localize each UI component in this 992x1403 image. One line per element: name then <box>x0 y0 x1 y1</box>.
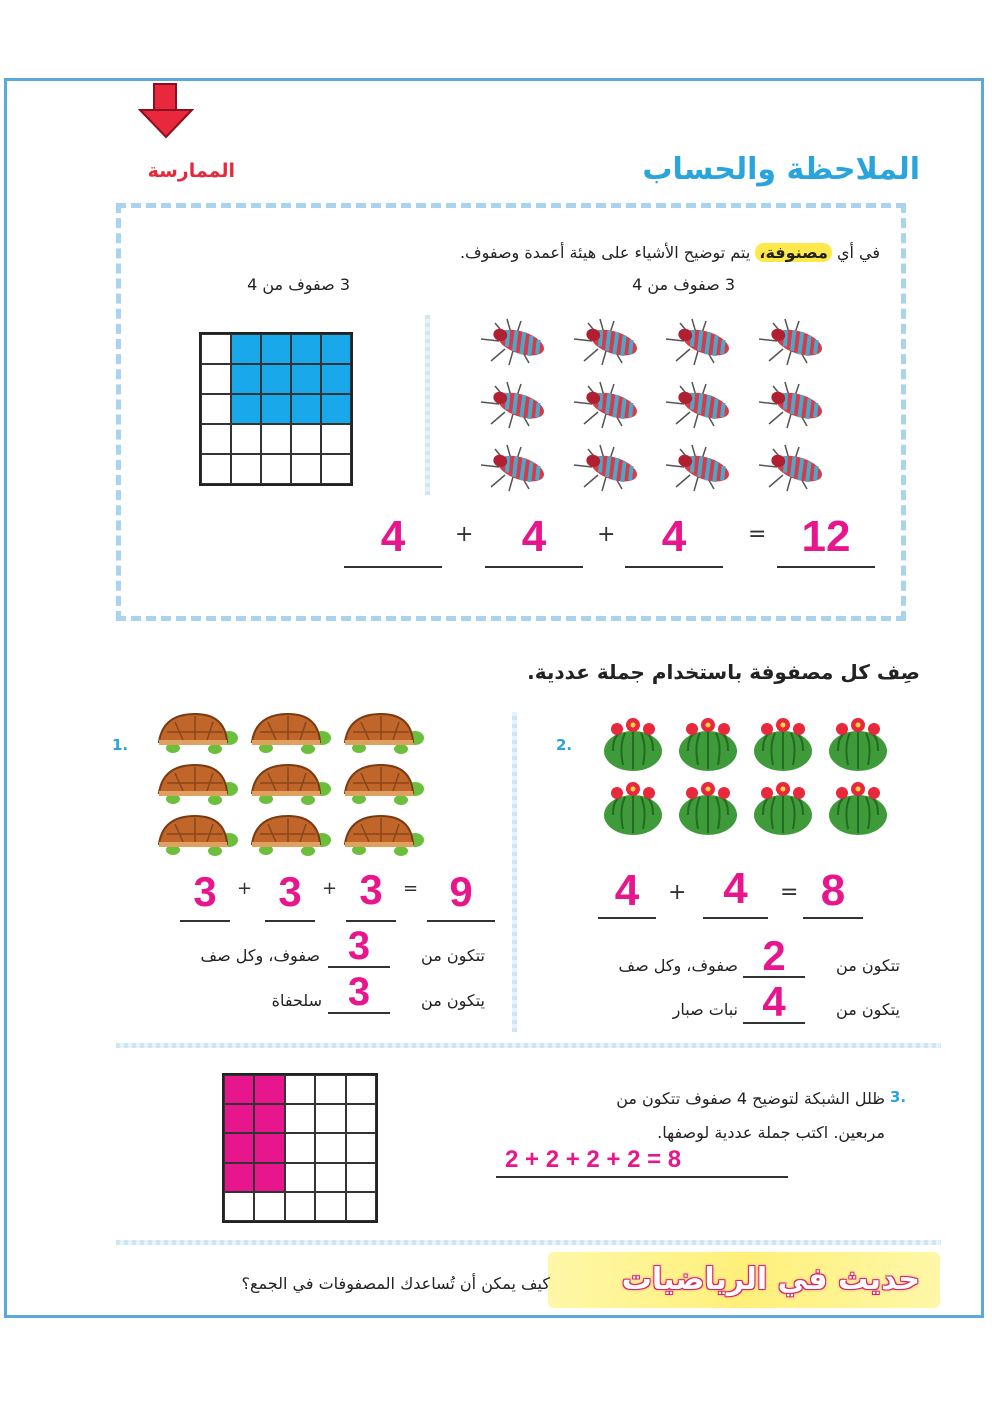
intro-eq-c: 4 <box>661 512 687 561</box>
grid-cell <box>321 334 351 364</box>
grid-cell[interactable] <box>285 1075 315 1104</box>
shade-grid[interactable] <box>222 1073 378 1223</box>
ex2-eq-b: 4 <box>723 864 748 913</box>
beetle-icon <box>561 437 654 500</box>
answer-line <box>346 920 396 922</box>
down-arrow-icon <box>138 82 194 140</box>
cactus-array <box>595 712 895 840</box>
ex3-answer: 2 + 2 + 2 + 2 = 8 <box>505 1146 682 1173</box>
ex1-line1-prefix: تتكون من <box>421 946 485 965</box>
grid-cell[interactable] <box>346 1133 376 1162</box>
grid-cell <box>321 424 351 454</box>
term-highlight: مصنوفة، <box>755 243 832 262</box>
grid-cell <box>231 424 261 454</box>
grid-cell[interactable] <box>224 1133 254 1162</box>
ex1-line1-answer: 3 <box>347 924 371 968</box>
grid-cell <box>261 364 291 394</box>
grid-cell[interactable] <box>315 1133 345 1162</box>
caption-grid: 3 صفوف من 4 <box>247 275 350 294</box>
grid-cell[interactable] <box>285 1192 315 1221</box>
grid-cell <box>201 364 231 394</box>
ex2-line2-answer: 4 <box>762 978 786 1025</box>
grid-cell <box>201 334 231 364</box>
instruction: صِف كل مصفوفة باستخدام جملة عددية. <box>527 660 920 684</box>
ex1-eq-result: 9 <box>449 868 473 915</box>
grid-cell[interactable] <box>224 1192 254 1221</box>
grid-cell <box>291 364 321 394</box>
grid-cell[interactable] <box>254 1104 284 1133</box>
ex1-eq-a: 3 <box>193 868 217 915</box>
grid-cell[interactable] <box>315 1075 345 1104</box>
turtle-array <box>150 707 430 859</box>
grid-cell[interactable] <box>346 1163 376 1192</box>
grid-cell[interactable] <box>285 1104 315 1133</box>
intro-grid <box>199 332 353 486</box>
grid-cell <box>201 454 231 484</box>
grid-cell[interactable] <box>315 1163 345 1192</box>
section-divider <box>116 1240 941 1245</box>
answer-line <box>180 920 230 922</box>
ex3-line1: ظلل الشبكة لتوضيح 4 صفوف تتكون من <box>616 1089 885 1108</box>
caption-bugs: 3 صفوف من 4 <box>632 275 735 294</box>
grid-cell <box>321 454 351 484</box>
ex2-line1-prefix: تتكون من <box>836 956 900 975</box>
beetle-icon <box>468 373 561 436</box>
ex1-eq-b: 3 <box>278 868 302 915</box>
cactus-icon <box>595 776 670 840</box>
grid-cell[interactable] <box>315 1104 345 1133</box>
answer-line <box>344 566 442 568</box>
turtle-icon <box>150 707 243 758</box>
grid-cell[interactable] <box>346 1104 376 1133</box>
cactus-icon <box>745 712 820 776</box>
turtle-icon <box>150 808 243 859</box>
ex3-line2: مربعين. اكتب جملة عددية لوصفها. <box>657 1123 885 1142</box>
grid-cell[interactable] <box>285 1163 315 1192</box>
grid-cell <box>291 454 321 484</box>
grid-cell <box>261 334 291 364</box>
answer-line <box>703 917 768 919</box>
grid-cell <box>201 394 231 424</box>
intro-text <box>380 243 880 262</box>
talk-question: كيف يمكن أن تُساعدك المصفوفات في الجمع؟ <box>241 1274 550 1293</box>
grid-cell[interactable] <box>254 1192 284 1221</box>
grid-cell[interactable] <box>346 1075 376 1104</box>
turtle-icon <box>337 707 430 758</box>
grid-cell <box>291 424 321 454</box>
column-divider <box>512 712 517 1032</box>
grid-cell <box>291 334 321 364</box>
answer-line <box>328 1012 390 1014</box>
answer-line <box>427 920 495 922</box>
divider <box>425 315 430 495</box>
equals-sign: = <box>748 522 767 547</box>
grid-cell[interactable] <box>224 1163 254 1192</box>
beetle-icon <box>561 373 654 436</box>
ex2-line1-suffix: صفوف، وكل صف <box>618 956 738 975</box>
grid-cell[interactable] <box>315 1192 345 1221</box>
ex1-line1-suffix: صفوف، وكل صف <box>200 946 320 965</box>
ex1-line2-answer: 3 <box>347 970 371 1014</box>
answer-line <box>777 566 875 568</box>
answer-line <box>328 966 390 968</box>
ex1-number: 1. <box>112 736 129 754</box>
turtle-icon <box>337 758 430 809</box>
beetle-icon <box>561 310 654 373</box>
answer-line <box>598 917 656 919</box>
beetle-icon <box>746 310 839 373</box>
grid-cell <box>261 424 291 454</box>
grid-cell <box>231 334 261 364</box>
grid-cell <box>231 394 261 424</box>
grid-cell[interactable] <box>254 1133 284 1162</box>
cactus-icon <box>820 712 895 776</box>
answer-line <box>265 920 315 922</box>
beetle-icon <box>653 310 746 373</box>
ex2-line2-suffix: نبات صبار <box>672 1000 738 1019</box>
turtle-icon <box>243 808 336 859</box>
ex3-number: 3. <box>890 1088 907 1106</box>
turtle-icon <box>243 758 336 809</box>
turtle-icon <box>150 758 243 809</box>
cactus-icon <box>595 712 670 776</box>
plus-sign: + <box>668 880 687 905</box>
answer-line <box>625 566 723 568</box>
cactus-icon <box>745 776 820 840</box>
intro-prefix: في أي <box>836 243 880 262</box>
grid-cell <box>231 454 261 484</box>
cactus-icon <box>820 776 895 840</box>
grid-cell <box>201 424 231 454</box>
ex2-number: 2. <box>556 736 573 754</box>
turtle-icon <box>337 808 430 859</box>
section-divider <box>116 1043 941 1048</box>
grid-cell[interactable] <box>285 1133 315 1162</box>
answer-line <box>743 1022 805 1024</box>
intro-eq-result: 12 <box>801 512 851 561</box>
grid-cell[interactable] <box>346 1192 376 1221</box>
equals-sign: = <box>780 880 799 905</box>
plus-sign: + <box>597 522 616 547</box>
beetle-icon <box>468 310 561 373</box>
grid-cell[interactable] <box>224 1104 254 1133</box>
answer-line <box>496 1176 788 1178</box>
plus-sign: + <box>237 878 253 899</box>
page-title: الملاحظة والحساب <box>642 152 920 187</box>
beetle-icon <box>468 437 561 500</box>
grid-cell <box>231 364 261 394</box>
ex1-line2-suffix: سلحفاة <box>271 991 322 1010</box>
turtle-icon <box>243 707 336 758</box>
beetle-icon <box>653 437 746 500</box>
practice-label: الممارسة <box>147 160 235 182</box>
beetle-array <box>468 310 838 500</box>
ex2-eq-a: 4 <box>614 866 640 915</box>
grid-cell <box>321 394 351 424</box>
grid-cell[interactable] <box>254 1163 284 1192</box>
ex1-line2-prefix: يتكون من <box>421 991 485 1010</box>
ex2-eq-result: 8 <box>820 866 846 915</box>
equals-sign: = <box>403 878 419 899</box>
grid-cell <box>291 394 321 424</box>
plus-sign: + <box>322 878 338 899</box>
ex2-line2-prefix: يتكون من <box>836 1000 900 1019</box>
beetle-icon <box>746 437 839 500</box>
beetle-icon <box>653 373 746 436</box>
plus-sign: + <box>455 522 474 547</box>
grid-cell[interactable] <box>224 1075 254 1104</box>
beetle-icon <box>746 373 839 436</box>
answer-line <box>803 917 863 919</box>
grid-cell <box>261 394 291 424</box>
cactus-icon <box>670 712 745 776</box>
grid-cell <box>321 364 351 394</box>
ex2-line1-answer: 2 <box>762 932 786 979</box>
grid-cell[interactable] <box>254 1075 284 1104</box>
intro-suffix: يتم توضيح الأشياء على هيئة أعمدة وصفوف. <box>459 243 751 262</box>
ex1-eq-c: 3 <box>359 866 383 913</box>
intro-eq-a: 4 <box>380 512 406 561</box>
cactus-icon <box>670 776 745 840</box>
talk-label: حديث في الرياضيات <box>621 1262 920 1297</box>
answer-line <box>485 566 583 568</box>
intro-eq-b: 4 <box>521 512 547 561</box>
grid-cell <box>261 454 291 484</box>
